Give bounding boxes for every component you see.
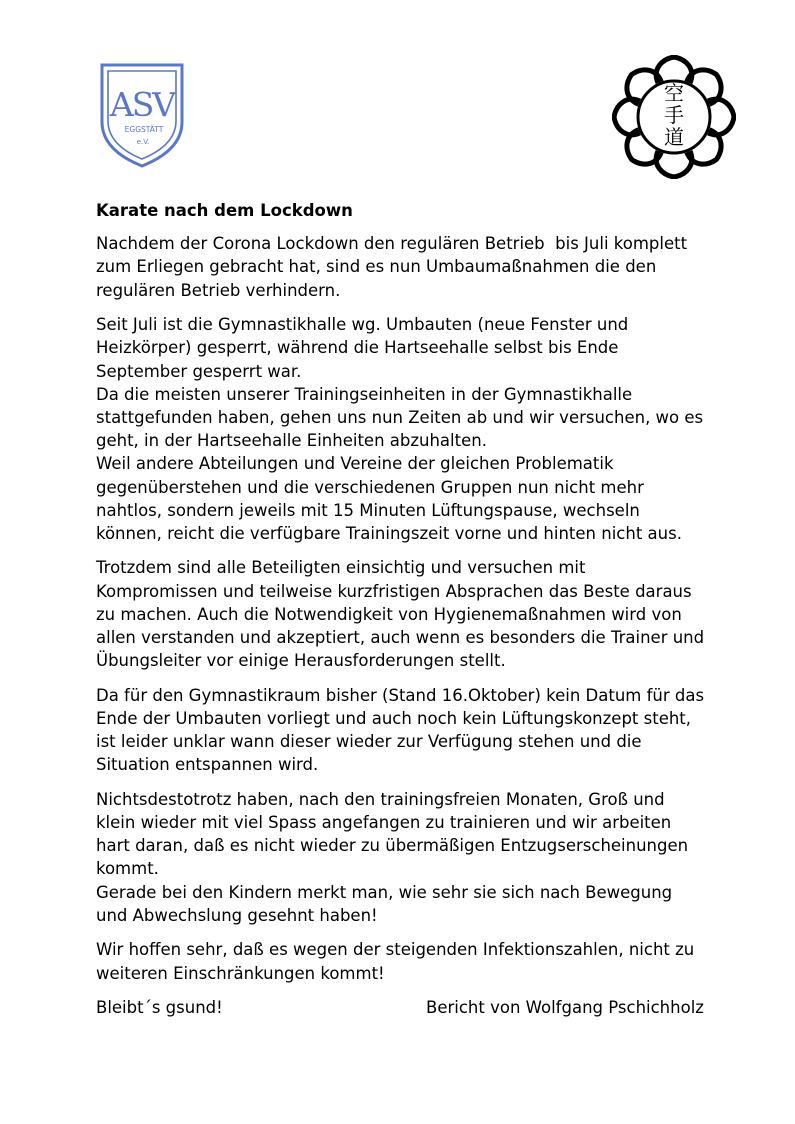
- paragraph: [96, 313, 746, 545]
- text-line: Da für den Gymnastikraum bisher (Stand 16.Oktober) kein Datum für das: [96, 685, 705, 705]
- asv-logo-letters: ASV: [109, 85, 175, 124]
- text-line: Ende der Umbauten vorliegt und auch noch kein Lüftungskonzept steht,: [96, 708, 692, 728]
- closing-greeting: Bleibt´s gsund!: [96, 998, 223, 1018]
- asv-logo-suffix: e.V.: [136, 138, 150, 146]
- paragraph: [96, 556, 746, 672]
- text-line: geht, in der Hartseehalle Einheiten abzuhalten.: [96, 431, 487, 451]
- paragraph: [96, 232, 746, 302]
- text-line: Wir hoffen sehr, daß es wegen der steigenden Infektionszahlen, nicht zu: [96, 940, 695, 960]
- text-line: ist leider unklar wann dieser wieder zur Verfügung stehen und die: [96, 732, 642, 752]
- text-line: Da die meisten unserer Trainingseinheiten in der Gymnastikhalle: [96, 384, 633, 404]
- text-line: hart daran, daß es nicht wieder zu übermäßigen Entzugserscheinungen: [96, 836, 689, 856]
- article-title: Karate nach dem Lockdown: [96, 201, 353, 220]
- text-line: regulären Betrieb verhindern.: [96, 280, 341, 300]
- text-line: Situation entspannen wird.: [96, 755, 319, 775]
- text-line: Nichtsdestotrotz haben, nach den trainingsfreien Monaten, Groß und: [96, 789, 665, 809]
- text-line: allen verstanden und akzeptiert, auch wenn es besonders die Trainer und: [96, 628, 705, 648]
- text-line: kommt.: [96, 859, 159, 879]
- text-line: nahtlos, sondern jeweils mit 15 Minuten Lüftungspause, wechseln: [96, 500, 640, 520]
- text-line: können, reicht die verfügbare Trainingszeit vorne und hinten nicht aus.: [96, 523, 682, 543]
- karate-lotus-logo: [612, 55, 736, 179]
- karate-glyph-do: 道: [664, 125, 684, 149]
- paragraph: [96, 788, 746, 927]
- paragraph: [96, 938, 746, 984]
- text-line: zum Erliegen gebracht hat, sind es nun Umbaumaßnahmen die den: [96, 257, 657, 277]
- text-line: Nachdem der Corona Lockdown den regulären Betrieb bis Juli komplett: [96, 234, 688, 254]
- text-line: September gesperrt war.: [96, 361, 302, 381]
- text-line: Heizkörper) gesperrt, während die Hartseehalle selbst bis Ende: [96, 338, 619, 358]
- text-line: Seit Juli ist die Gymnastikhalle wg. Umbauten (neue Fenster und: [96, 315, 629, 335]
- text-line: Trotzdem sind alle Beteiligten einsichtig und versuchen mit: [96, 558, 586, 578]
- text-line: gegenüberstehen und die verschiedenen Gruppen nun nicht mehr: [96, 477, 644, 497]
- karate-glyph-te: 手: [664, 103, 684, 127]
- text-line: Weil andere Abteilungen und Vereine der gleichen Problematik: [96, 454, 614, 474]
- text-line: Gerade bei den Kindern merkt man, wie sehr sie sich nach Bewegung: [96, 882, 673, 902]
- asv-logo-club-name: EGGSTÄTT: [124, 125, 164, 134]
- karate-glyph-ku: 空: [664, 81, 684, 105]
- text-line: Kompromissen und teilweise kurzfristigen Absprachen das Beste daraus: [96, 581, 692, 601]
- text-line: weiteren Einschränkungen kommt!: [96, 963, 385, 983]
- text-line: stattgefunden haben, gehen uns nun Zeiten ab und wir versuchen, wo es: [96, 407, 704, 427]
- text-line: klein wieder mit viel Spass angefangen zu trainieren und wir arbeiten: [96, 813, 672, 833]
- asv-eggstaett-logo: [100, 62, 184, 168]
- closing-row: [96, 996, 746, 1020]
- article-body: [96, 232, 746, 985]
- paragraph: [96, 684, 746, 777]
- text-line: Übungsleiter vor einige Herausforderungen stellt.: [96, 651, 506, 671]
- text-line: zu machen. Auch die Notwendigkeit von Hygienemaßnahmen wird von: [96, 604, 682, 624]
- closing-author: Bericht von Wolfgang Pschichholz: [426, 998, 704, 1018]
- article: [96, 199, 746, 1020]
- text-line: und Abwechslung gesehnt haben!: [96, 905, 378, 925]
